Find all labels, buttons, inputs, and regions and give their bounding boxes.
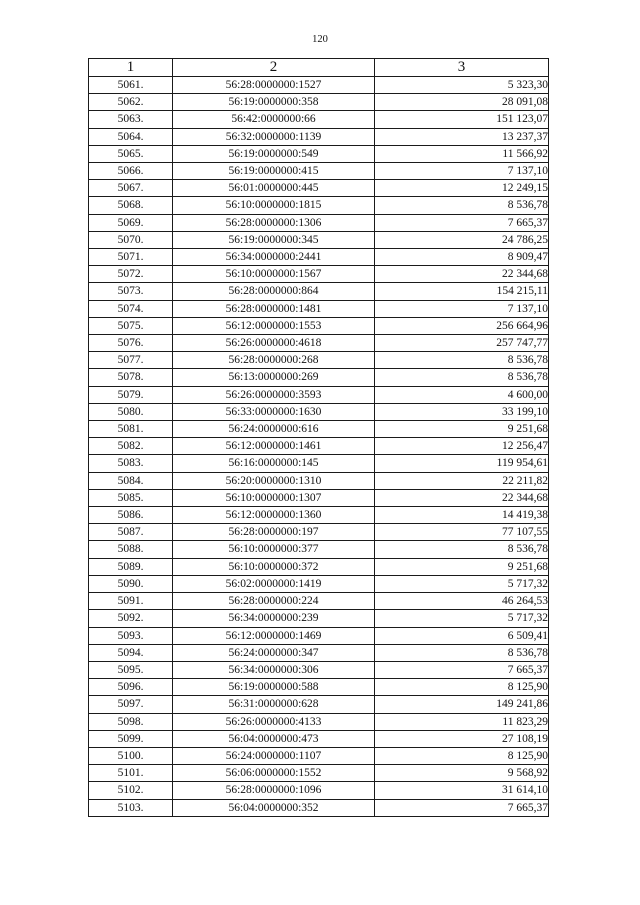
- table-row: [89, 180, 549, 197]
- table-row: [89, 266, 549, 283]
- cadastral-number: 56:28:0000000:224: [173, 593, 375, 610]
- table-row: [89, 541, 549, 558]
- row-number: 5081.: [89, 421, 173, 438]
- amount-value: 22 344,68: [375, 489, 549, 506]
- cadastral-number: 56:28:0000000:1481: [173, 300, 375, 317]
- row-number: 5100.: [89, 747, 173, 764]
- table-row: [89, 214, 549, 231]
- cadastral-number: 56:26:0000000:4618: [173, 335, 375, 352]
- row-number: 5071.: [89, 249, 173, 266]
- row-number: 5103.: [89, 799, 173, 816]
- amount-value: 24 786,25: [375, 231, 549, 248]
- row-number: 5089.: [89, 558, 173, 575]
- row-number: 5086.: [89, 507, 173, 524]
- row-number: 5082.: [89, 438, 173, 455]
- row-number: 5063.: [89, 111, 173, 128]
- amount-value: 12 256,47: [375, 438, 549, 455]
- amount-value: 5 717,32: [375, 610, 549, 627]
- row-number: 5068.: [89, 197, 173, 214]
- amount-value: 257 747,77: [375, 335, 549, 352]
- table-row: [89, 335, 549, 352]
- table-row: [89, 644, 549, 661]
- row-number: 5097.: [89, 696, 173, 713]
- row-number: 5070.: [89, 231, 173, 248]
- table-row: [89, 438, 549, 455]
- cadastral-number: 56:10:0000000:1567: [173, 266, 375, 283]
- table-row: [89, 163, 549, 180]
- row-number: 5075.: [89, 317, 173, 334]
- table-row: [89, 661, 549, 678]
- cadastral-number: 56:28:0000000:268: [173, 352, 375, 369]
- row-number: 5080.: [89, 403, 173, 420]
- table-row: [89, 128, 549, 145]
- cadastral-number: 56:12:0000000:1360: [173, 507, 375, 524]
- row-number: 5067.: [89, 180, 173, 197]
- row-number: 5088.: [89, 541, 173, 558]
- table-row: [89, 386, 549, 403]
- table-row: [89, 403, 549, 420]
- row-number: 5092.: [89, 610, 173, 627]
- cadastral-number: 56:34:0000000:306: [173, 661, 375, 678]
- cadastral-number: 56:12:0000000:1469: [173, 627, 375, 644]
- cadastral-number: 56:31:0000000:628: [173, 696, 375, 713]
- cadastral-number: 56:10:0000000:1815: [173, 197, 375, 214]
- table-row: [89, 369, 549, 386]
- amount-value: 11 823,29: [375, 713, 549, 730]
- table-row: [89, 77, 549, 94]
- cadastral-number: 56:34:0000000:239: [173, 610, 375, 627]
- row-number: 5099.: [89, 730, 173, 747]
- table-row: [89, 799, 549, 816]
- table-body: [89, 77, 549, 817]
- row-number: 5061.: [89, 77, 173, 94]
- cadastral-number: 56:04:0000000:352: [173, 799, 375, 816]
- row-number: 5072.: [89, 266, 173, 283]
- cadastral-number: 56:19:0000000:549: [173, 145, 375, 162]
- cadastral-number: 56:12:0000000:1461: [173, 438, 375, 455]
- column-header-1: 1: [89, 59, 173, 77]
- cadastral-number: 56:19:0000000:588: [173, 679, 375, 696]
- table-row: [89, 111, 549, 128]
- row-number: 5076.: [89, 335, 173, 352]
- amount-value: 9 251,68: [375, 558, 549, 575]
- amount-value: 28 091,08: [375, 94, 549, 111]
- table-row: [89, 558, 549, 575]
- cadastral-number: 56:26:0000000:4133: [173, 713, 375, 730]
- amount-value: 8 909,47: [375, 249, 549, 266]
- amount-value: 256 664,96: [375, 317, 549, 334]
- amount-value: 8 125,90: [375, 747, 549, 764]
- amount-value: 77 107,55: [375, 524, 549, 541]
- column-header-3: 3: [375, 59, 549, 77]
- row-number: 5074.: [89, 300, 173, 317]
- amount-value: 14 419,38: [375, 507, 549, 524]
- amount-value: 154 215,11: [375, 283, 549, 300]
- cadastral-number: 56:28:0000000:1096: [173, 782, 375, 799]
- cadastral-number: 56:24:0000000:347: [173, 644, 375, 661]
- cadastral-number: 56:19:0000000:345: [173, 231, 375, 248]
- amount-value: 22 211,82: [375, 472, 549, 489]
- table-row: [89, 524, 549, 541]
- amount-value: 8 536,78: [375, 197, 549, 214]
- amount-value: 13 237,37: [375, 128, 549, 145]
- table-row: [89, 300, 549, 317]
- cadastral-number: 56:10:0000000:372: [173, 558, 375, 575]
- table-row: [89, 696, 549, 713]
- row-number: 5096.: [89, 679, 173, 696]
- cadastral-number: 56:34:0000000:2441: [173, 249, 375, 266]
- amount-value: 9 251,68: [375, 421, 549, 438]
- cadastral-number: 56:28:0000000:197: [173, 524, 375, 541]
- amount-value: 12 249,15: [375, 180, 549, 197]
- cadastral-number: 56:04:0000000:473: [173, 730, 375, 747]
- row-number: 5062.: [89, 94, 173, 111]
- table-row: [89, 317, 549, 334]
- amount-value: 33 199,10: [375, 403, 549, 420]
- table-row: [89, 593, 549, 610]
- row-number: 5095.: [89, 661, 173, 678]
- row-number: 5091.: [89, 593, 173, 610]
- row-number: 5078.: [89, 369, 173, 386]
- row-number: 5079.: [89, 386, 173, 403]
- row-number: 5085.: [89, 489, 173, 506]
- table-row: [89, 730, 549, 747]
- cadastral-number: 56:28:0000000:864: [173, 283, 375, 300]
- amount-value: 31 614,10: [375, 782, 549, 799]
- table-row: [89, 231, 549, 248]
- amount-value: 9 568,92: [375, 765, 549, 782]
- column-header-2: 2: [173, 59, 375, 77]
- row-number: 5065.: [89, 145, 173, 162]
- cadastral-number: 56:24:0000000:616: [173, 421, 375, 438]
- row-number: 5093.: [89, 627, 173, 644]
- amount-value: 7 665,37: [375, 661, 549, 678]
- table-row: [89, 507, 549, 524]
- table-row: [89, 627, 549, 644]
- amount-value: 7 137,10: [375, 300, 549, 317]
- cadastral-number: 56:42:0000000:66: [173, 111, 375, 128]
- cadastral-number: 56:33:0000000:1630: [173, 403, 375, 420]
- cadastral-number: 56:20:0000000:1310: [173, 472, 375, 489]
- header-row: [89, 59, 549, 77]
- amount-value: 4 600,00: [375, 386, 549, 403]
- cadastral-number: 56:28:0000000:1527: [173, 77, 375, 94]
- row-number: 5077.: [89, 352, 173, 369]
- table-row: [89, 455, 549, 472]
- row-number: 5102.: [89, 782, 173, 799]
- amount-value: 27 108,19: [375, 730, 549, 747]
- amount-value: 8 125,90: [375, 679, 549, 696]
- table-row: [89, 94, 549, 111]
- amount-value: 151 123,07: [375, 111, 549, 128]
- table-row: [89, 489, 549, 506]
- table-row: [89, 145, 549, 162]
- table-row: [89, 352, 549, 369]
- amount-value: 7 665,37: [375, 214, 549, 231]
- amount-value: 119 954,61: [375, 455, 549, 472]
- table-row: [89, 575, 549, 592]
- table-row: [89, 249, 549, 266]
- table-row: [89, 747, 549, 764]
- amount-value: 149 241,86: [375, 696, 549, 713]
- row-number: 5073.: [89, 283, 173, 300]
- row-number: 5101.: [89, 765, 173, 782]
- table-row: [89, 765, 549, 782]
- amount-value: 5 717,32: [375, 575, 549, 592]
- amount-value: 7 665,37: [375, 799, 549, 816]
- amount-value: 8 536,78: [375, 369, 549, 386]
- row-number: 5098.: [89, 713, 173, 730]
- amount-value: 5 323,30: [375, 77, 549, 94]
- cadastral-number: 56:28:0000000:1306: [173, 214, 375, 231]
- table-row: [89, 421, 549, 438]
- data-table: [88, 58, 549, 817]
- amount-value: 22 344,68: [375, 266, 549, 283]
- amount-value: 7 137,10: [375, 163, 549, 180]
- table-row: [89, 197, 549, 214]
- cadastral-number: 56:26:0000000:3593: [173, 386, 375, 403]
- amount-value: 46 264,53: [375, 593, 549, 610]
- table-row: [89, 713, 549, 730]
- cadastral-number: 56:02:0000000:1419: [173, 575, 375, 592]
- row-number: 5066.: [89, 163, 173, 180]
- row-number: 5087.: [89, 524, 173, 541]
- table-row: [89, 610, 549, 627]
- table-row: [89, 472, 549, 489]
- cadastral-number: 56:10:0000000:377: [173, 541, 375, 558]
- amount-value: 8 536,78: [375, 352, 549, 369]
- cadastral-number: 56:13:0000000:269: [173, 369, 375, 386]
- cadastral-number: 56:24:0000000:1107: [173, 747, 375, 764]
- row-number: 5084.: [89, 472, 173, 489]
- cadastral-number: 56:12:0000000:1553: [173, 317, 375, 334]
- cadastral-number: 56:01:0000000:445: [173, 180, 375, 197]
- page-number: 120: [312, 34, 328, 45]
- table-row: [89, 679, 549, 696]
- amount-value: 8 536,78: [375, 644, 549, 661]
- row-number: 5094.: [89, 644, 173, 661]
- table-row: [89, 283, 549, 300]
- cadastral-number: 56:10:0000000:1307: [173, 489, 375, 506]
- row-number: 5069.: [89, 214, 173, 231]
- amount-value: 8 536,78: [375, 541, 549, 558]
- row-number: 5083.: [89, 455, 173, 472]
- table-row: [89, 782, 549, 799]
- row-number: 5090.: [89, 575, 173, 592]
- amount-value: 6 509,41: [375, 627, 549, 644]
- cadastral-number: 56:06:0000000:1552: [173, 765, 375, 782]
- amount-value: 11 566,92: [375, 145, 549, 162]
- row-number: 5064.: [89, 128, 173, 145]
- cadastral-number: 56:32:0000000:1139: [173, 128, 375, 145]
- cadastral-number: 56:19:0000000:358: [173, 94, 375, 111]
- cadastral-number: 56:19:0000000:415: [173, 163, 375, 180]
- cadastral-number: 56:16:0000000:145: [173, 455, 375, 472]
